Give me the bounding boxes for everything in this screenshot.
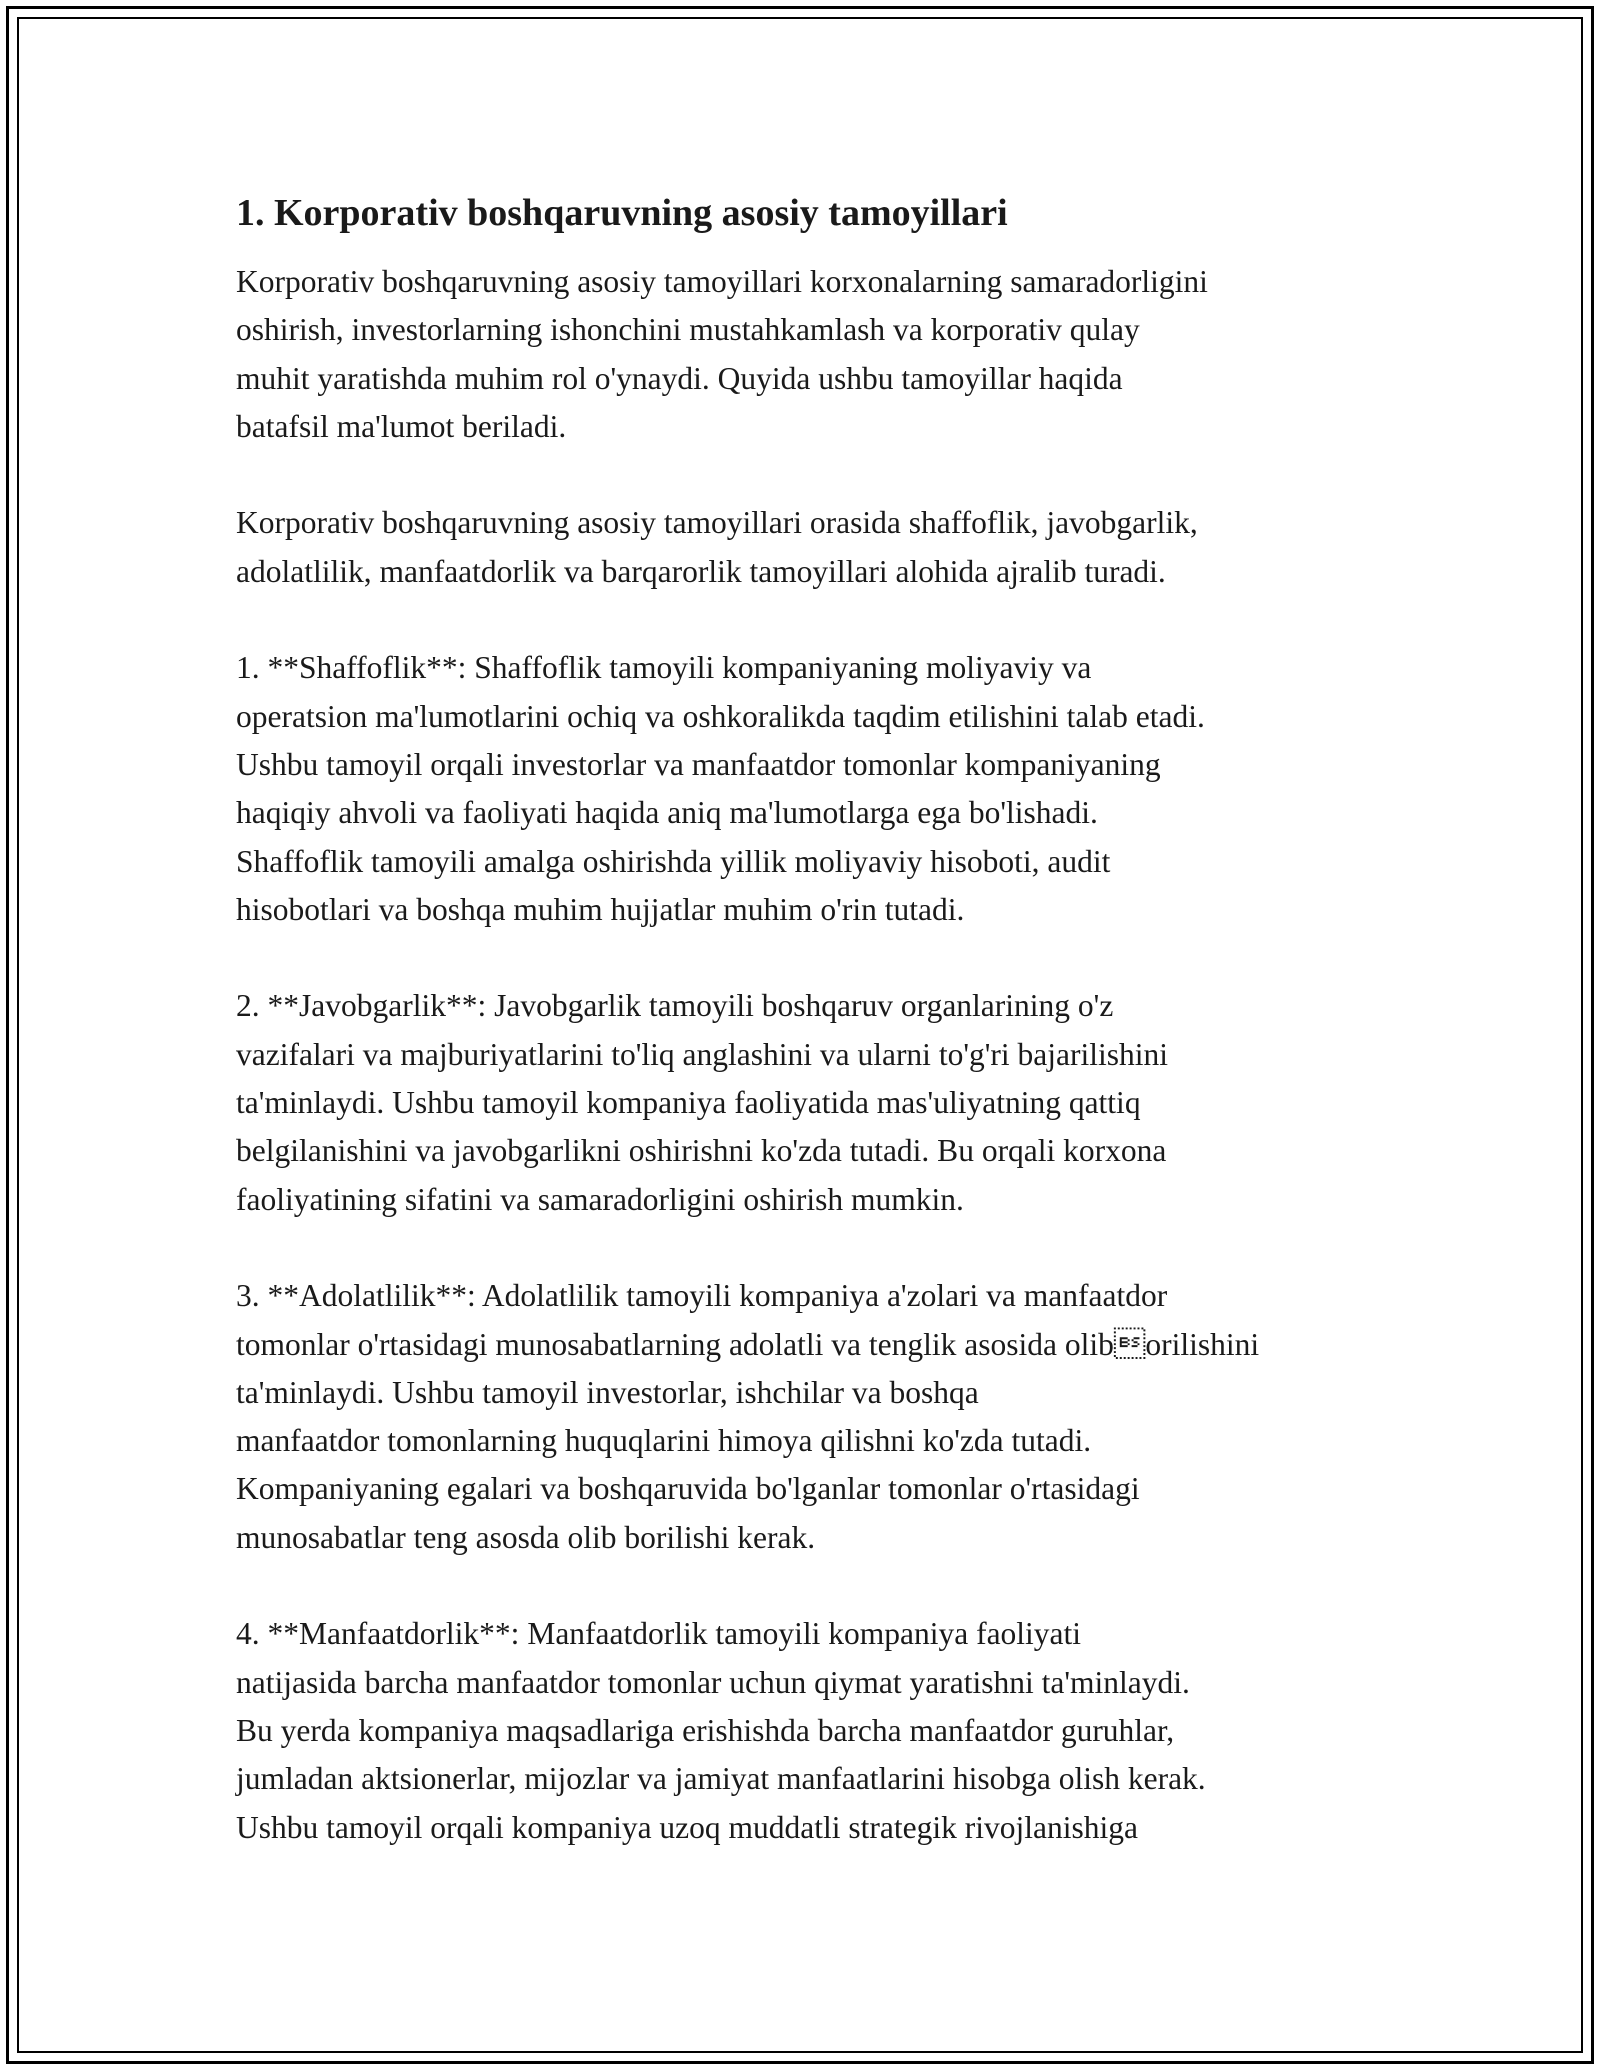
fairness-paragraph: 3. **Adolatlilik**: Adolatlilik tamoyili kompaniya a'zolari va manfaatdor tomonlar o'rtasidagi munosabatlarning adolatli va tenglik asosida oliborilishini ta'minlaydi. Ushbu tamoyil investorlar, ishchilar va boshqa manfaatdor tomonlarning huquqlarini himoya qilishni ko'zda tutadi. Kompaniyaning egalari va boshqaruvida bo'lganlar tomonlar o'rtasidagi munosabatlar teng asosda olib borilishi kerak. [236, 1278, 1260, 1555]
document-body [236, 188, 1406, 1852]
intro-paragraph: Korporativ boshqaruvning asosiy tamoyillari korxonalarning samaradorligini oshirish, investorlarning ishonchini mustahkamlash va korporativ qulay muhit yaratishda muhim rol o'ynaydi. Quyida ushbu tamoyillar haqida batafsil ma'lumot beriladi. [236, 264, 1208, 444]
stakeholder-interest-paragraph: 4. **Manfaatdorlik**: Manfaatdorlik tamoyili kompaniya faoliyati natijasida barcha manfaatdor tomonlar uchun qiymat yaratishni ta'minlaydi. Bu yerda kompaniya maqsadlariga erishishda barcha manfaatdor guruhlar, jumladan aktsionerlar, mijozlar va jamiyat manfaatlarini hisobga olish kerak. Ushbu tamoyil orqali kompaniya uzoq muddatli strategik rivojlanishiga [236, 1616, 1206, 1845]
principles-overview-paragraph: Korporativ boshqaruvning asosiy tamoyillari orasida shaffoflik, javobgarlik, adolatlilik, manfaatdorlik va barqarorlik tamoyillari alohida ajralib turadi. [236, 505, 1198, 589]
section-heading: 1. Korporativ boshqaruvning asosiy tamoyillari [236, 192, 1008, 234]
accountability-paragraph: 2. **Javobgarlik**: Javobgarlik tamoyili boshqaruv organlarining o'z vazifalari va majburiyatlarini to'liq anglashini va ularni to'g'ri bajarilishini ta'minlaydi. Ushbu tamoyil kompaniya faoliyatida mas'uliyatning qattiq belgilanishini va javobgarlikni oshirishni ko'zda tutadi. Bu orqali korxona faoliyatining sifatini va samaradorligini oshirish mumkin. [236, 988, 1169, 1217]
transparency-paragraph: 1. **Shaffoflik**: Shaffoflik tamoyili kompaniyaning moliyaviy va operatsion ma'lumotlarini ochiq va oshkoralikda taqdim etilishini talab etadi. Ushbu tamoyil orqali investorlar va manfaatdor tomonlar kompaniyaning haqiqiy ahvoli va faoliyati haqida aniq ma'lumotlarga ega bo'lishadi. Shaffoflik tamoyili amalga oshirishda yillik moliyaviy hisoboti, audit hisobotlari va boshqa muhim hujjatlar muhim o'rin tutadi. [236, 650, 1205, 927]
